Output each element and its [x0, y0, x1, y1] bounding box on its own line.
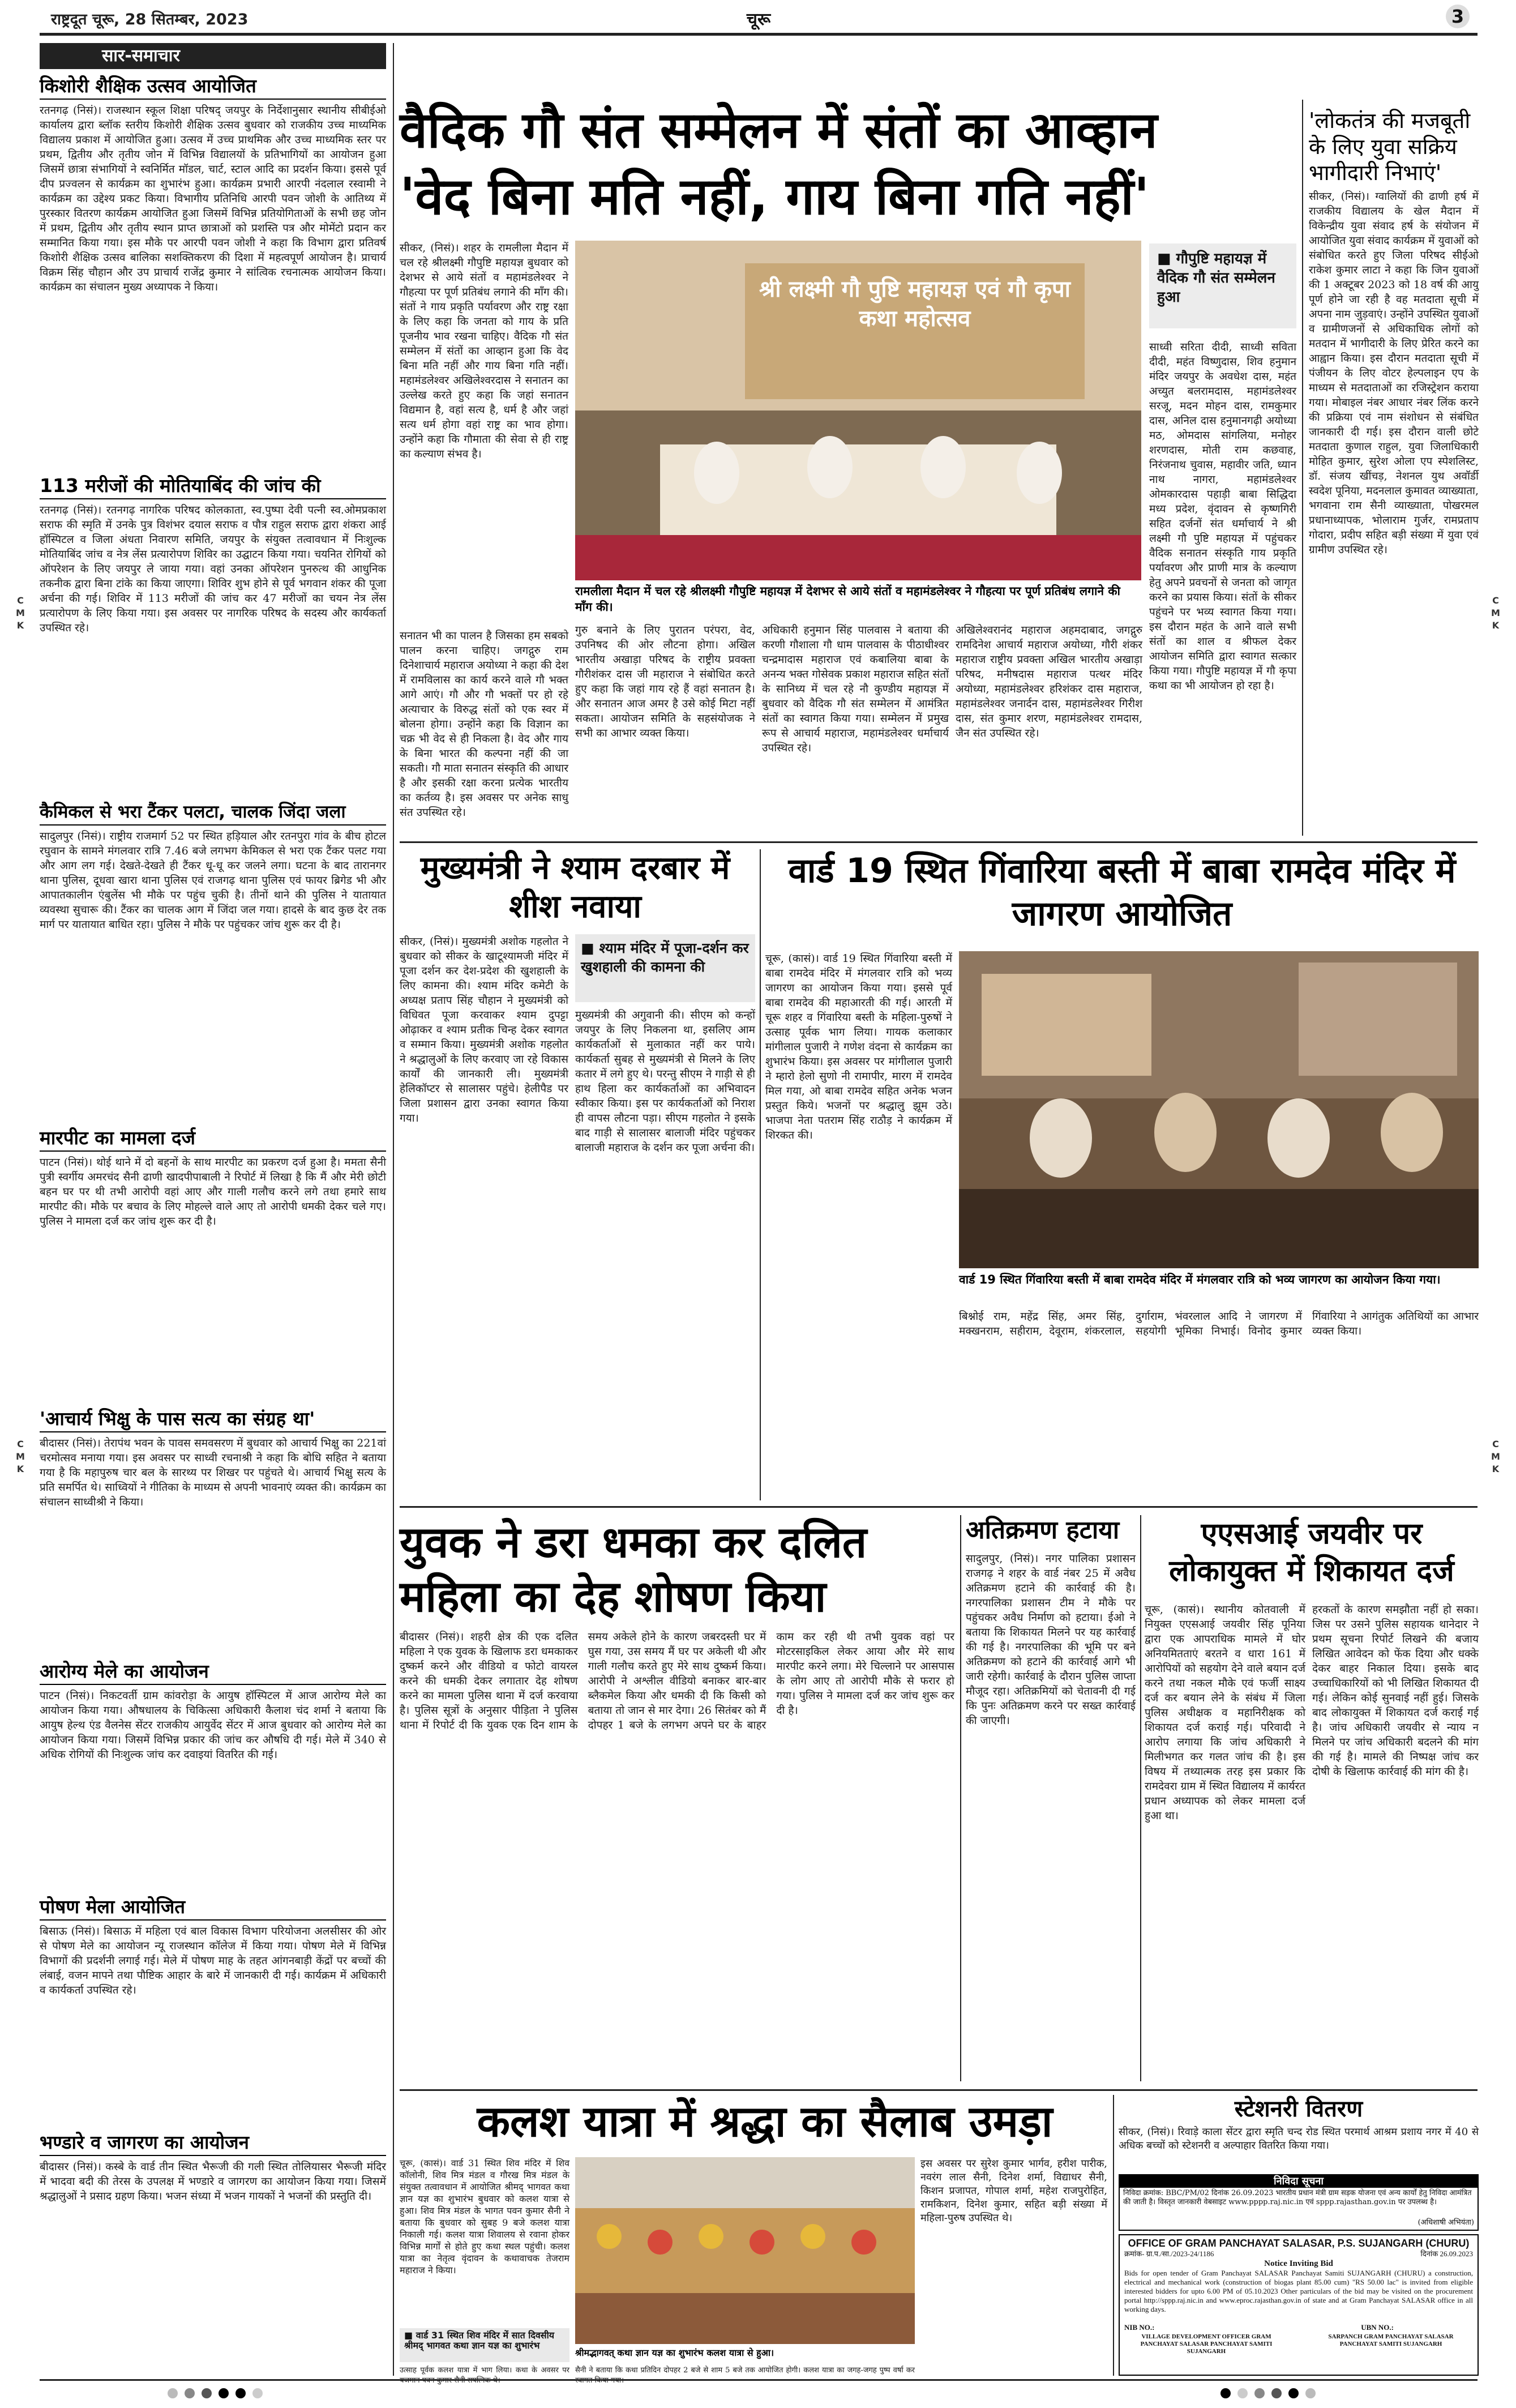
ward-photo-caption: वार्ड 19 स्थित गिंवारिया बस्ती में बाबा रामदेव मंदिर में मंगलवार रात्रि को भव्य जागरण का आयोजन किया गया।: [959, 1272, 1479, 1306]
main-photo-caption: रामलीला मैदान में चल रहे श्रीलक्ष्मी गौपुष्टि महायज्ञ में देशभर से आये संतों व महामंडलेश्वर ने गौहत्या पर पूर्ण प्रतिबंध लगाने की माँग की।: [575, 583, 1141, 617]
reg-dot: [1305, 2388, 1316, 2398]
notice-ref: क्रमांक- ग्रा.प./सा./2023-24/1186: [1124, 2249, 1214, 2258]
right-headline: 'लोकतंत्र की मजबूती के लिए युवा सक्रिय भागीदारी निभाएं': [1309, 108, 1471, 185]
story-title: कैमिकल से भरा टैंकर पलटा, चालक जिंदा जला: [40, 801, 386, 826]
column-divider: [1302, 100, 1303, 836]
tender-notice: [1119, 2174, 1479, 2231]
notice-ref-line: [1124, 2249, 1473, 2259]
notice-subtitle: Notice Inviting Bid: [1264, 2259, 1333, 2268]
kalash-bottom1: उत्साह पूर्वक कलश यात्रा में भाग लिया। कथा के अवसर पर: [400, 2366, 569, 2375]
cmk-mark-bottom-left: C M K: [16, 1439, 25, 1474]
reg-dot: [185, 2388, 195, 2398]
reg-dot: [219, 2388, 229, 2398]
encroach-headline: अतिक्रमण हटाया: [966, 1516, 1120, 1545]
reg-dot: [168, 2388, 178, 2398]
section-rule: [400, 841, 1478, 843]
story-body: बीदासर (निसं)। कस्बे के वार्ड तीन स्थित भैरूजी की गली स्थित तोलियासर भैरूजी मंदिर में भादवा बदी की तेरस के उपलक्ष में भण्डारे व जागरण का आयोजन किया गया। जिसमें श्रद्धालुओं ने प्रसाद ग्रहण किया। भजन संध्या में भजन गायकों ने भजनों की प्रस्तुति दी।: [40, 2161, 386, 2202]
bullet-icon: ■: [581, 940, 599, 956]
reg-dot: [1288, 2388, 1299, 2398]
cmk-mark-top-left: C M K: [16, 595, 25, 631]
main-kicker: वैदिक गौ संत सम्मेलन में संतों का आव्हान: [400, 101, 1158, 159]
story-title: किशोरी शैक्षिक उत्सव आयोजित: [40, 75, 386, 100]
dalit-body: बीदासर (निसं)। शहरी क्षेत्र की एक दलित महिला ने एक युवक के खिलाफ डरा धमकाकर दुष्कर्म करने और वीडियो व फोटो वायरल करने की धमकी देकर लगातार देह शोषण करने का मामला पुलिस थाना में दर्ज करवाया है। पुलिस सूत्रों के अनुसार पीड़िता ने पुलिस थाना में रिपोर्ट दी कि युवक एक दिन शाम के समय अकेले होने के कारण जबरदस्ती घर में घुस गया, उस समय मैं घर पर अकेली थी और गाली गलौच करते हुए मेरे साथ दुष्कर्म किया। आरोपी ने अश्लील वीडियो बनाकर बार-बार ब्लैकमेल किया और धमकी दी कि किसी को बताया तो जान से मार देगा। 26 सितंबर को मैं दोपहर 1 बजे के लगभग अपने घर के बाहर काम कर रही थी तभी युवक वहां पर मोटरसाइकिल लेकर आया और मेरे साथ मारपीट करने लगा। मेरे चिल्लाने पर आसपास के लोग आए तो आरोपी मौके से फरार हो गया। पुलिस ने मामला दर्ज कर जांच शुरू कर दी है।: [400, 1631, 954, 1731]
story-title: भण्डारे व जागरण का आयोजन: [40, 2131, 386, 2156]
cmk-mark-bottom-right: C M K: [1491, 1439, 1500, 1474]
column-divider: [393, 43, 394, 2376]
reg-dot: [252, 2388, 263, 2398]
signature-sarpanch: SARPANCH GRAM PANCHAYAT SALASAR PANCHAYAT SAMITI SUJANGARH: [1328, 2333, 1454, 2347]
reg-dot: [235, 2388, 246, 2398]
notice-numbers: [1124, 2323, 1473, 2332]
kalash-col-right: इस अवसर पर सुरेश कुमार भार्गव, हरीश पारीक, नवरंग लाल सैनी, दिनेश शर्मा, विद्याधर सैनी, किशन प्रजापत, गोपाल शर्मा, महेश राजपुरोहित, रामकिशन, दिनेश कुमार, सहित बड़ी संख्या में महिला-पुरुष उपस्थित थे।: [920, 2158, 1107, 2224]
main-col3: गुरु बनाने के लिए पुरातन परंपरा, वेद, उपनिषद की ओर लौटना होगा। अखिल भारतीय अखाड़ा परिषद के राष्ट्रीय प्रवक्ता गौरीशंकर दास जी महाराज ने संबोधित करते हुए कहा कि जहां गाय रहे हैं वहां सनातन है। और सनातन आज अमर है उसे कोई मिटा नहीं सकता। आयोजन समिति के सहसंयोजक ने सभी का आभार व्यक्त किया।: [575, 624, 755, 739]
reg-dot: [1254, 2388, 1265, 2398]
stationery-body: सीकर, (निसं)। रिवाड़े काला सेंटर द्वारा स्मृति चन्द रोड स्थित परमार्थ आश्रम प्रशाय नगर में 40 से अधिक बच्चों को स्टेशनरी व अल्पाहार वितरित किया गया।: [1119, 2126, 1479, 2152]
asi-col1: चूरू, (कासं)। स्थानीय कोतवाली में नियुक्त एएसआई जयवीर सिंह पूनिया द्वारा एक आपराधिक मामले में घोर अनियमितताएं बरतने व धारा 161 में आरोपियों को सहयोग देने वाले बयान दर्ज करने तथा नकल मौके एवं फर्जी साक्ष्य दर्ज कर बयान लेने के संबंध में जिला पुलिस अधीक्षक व महानिरीक्षक को शिकायत दर्ज कराई गई। परिवादी ने आरोप लगाया कि जांच अधिकारी ने मिलीभगत कर गलत जांच की है। इस विषय में तथ्यात्मक तरह इस प्रकार कि रामदेवरा ग्राम में स्थित विद्यालय में कार्यरत प्रधान अध्यापक को लेकर मामला दर्ज हुआ था।: [1145, 1603, 1305, 1822]
tender-notice-body: निविदा क्रमांक: BBC/PM/02 दिनांक 26.09.2023 भारतीय प्रधान मंत्री ग्राम सड़क योजना एवं अन्य कार्यों हेतु निविदा आमंत्रित की जाती है। विस्तृत जानकारी वेबसाइट www.pppp.raj.nic.in एवं sppp.rajasthan.gov.in पर उपलब्ध है।: [1123, 2189, 1472, 2206]
masthead-left: राष्ट्रदूत चूरू, 28 सितम्बर, 2023: [51, 11, 249, 28]
cm-headline: मुख्यमंत्री ने श्याम दरबार में शीश नवाया: [420, 850, 730, 925]
registration-dots-left: [164, 2387, 266, 2401]
section-label: सार-समाचार: [40, 43, 386, 69]
section-rule: [400, 2089, 1478, 2091]
reg-dot: [1271, 2388, 1282, 2398]
cm-col2: मुख्यमंत्री की अगुवानी की। सीएम को कन्हों जयपुर के लिए निकलना था, इसलिए आम कार्यकर्ताओं से मुलाकात नहीं कर पाये। कार्यकर्ता सुबह से मुख्यमंत्री से मिलने के लिए कतार में लगे हुए थे। परन्तु सीएम ने गाड़ी से ही हाथ हिला कर कार्यकर्ताओं का अभिवादन स्वीकार किया। इस पर कार्यकर्ताओं को निराश ही वापस लौटना पड़ा। सीएम गहलोत ने इसके बाद गाड़ी से सालासर बालाजी मंदिर पहुंचकर बालाजी महाराज के दर्शन कर पूजा अर्चना की।: [575, 1009, 755, 1154]
cm-box: ■ श्याम मंदिर में पूजा-दर्शन कर खुशहाली की कामना की: [575, 934, 755, 1002]
kalash-body: चूरू, (कासं)। वार्ड 31 स्थित शिव मंदिर में शिव कॉलोनी, शिव मित्र मंडल व गौरख मित्र मंडल के संयुक्त तत्वावधान में आयोजित श्रीमद् भागवत कथा ज्ञान यज्ञ का शुभारंभ बुधवार को कलश यात्रा से हुआ। शिव मित्र मंडल के भागत पवन कुमार सैनी ने बताया कि बुधवार को सुबह 9 बजे कलश यात्रा निकाली गई। कलश यात्रा शिवालय से रवाना होकर विभिन्न मार्गों से होते हुए कथा स्थल पहुंची। कलश यात्रा का नेतृत्व वृंदावन के कथावाचक तेजराम महाराज ने किया।: [400, 2158, 569, 2276]
story-body: रतनगढ़ (निसं)। रतनगढ़ नागरिक परिषद कोलकाता, स्व.पुष्पा देवी पत्नी स्व.ओमप्रकाश सराफ की स्मृति में उनके पुत्र विशंभर दयाल सराफ व पौत्र राहुल सराफ द्वारा शंकरा आई हॉस्पिटल व जिला अंधता निवारण समिति, जयपुर के संयुक्त तत्वावधान में निःशुल्क मोतियाबिंद जांच व नेत्र लेंस प्रत्यारोपण शिविर का उद्घाटन किया गया। चयनित रोगियों को ऑपरेशन के लिए जयपुर ले जाया गया। वहां उनका ऑपरेशन पुनरुत्थ की आधुनिक तकनीक द्वारा बिना टांके का किया जाएगा। शिविर शुभ होने से पूर्व भगवान शंकर की पूजा अर्चना की गई। शिविर में 113 मरीजों की जांच कर 47 मरीजों का चयन नेत्र लेंस प्रत्यारोपण के लिए किया गया। इस अवसर पर नागरिक परिषद के सदस्य और कार्यकर्ता उपस्थित रहे।: [40, 504, 386, 634]
kalash-box: ■ वार्ड 31 स्थित शिव मंदिर में सात दिवसीय श्रीमद् भागवत कथा ज्ञान यज्ञ का शुभारंभ: [400, 2328, 569, 2362]
signature-vdo: VILLAGE DEVELOPMENT OFFICER GRAM PANCHAYAT SALASAR PANCHAYAT SAMITI SUJANGARH: [1140, 2333, 1273, 2355]
registration-dots-right: [1217, 2387, 1319, 2401]
column-divider: [760, 849, 761, 1500]
notice-date: दिनांक 26.09.2023: [1420, 2249, 1473, 2258]
kalash-photo: [575, 2157, 915, 2344]
main-col1: सीकर, (निसं)। शहर के रामलीला मैदान में चल रहे श्रीलक्ष्मी गौपुष्टि महायज्ञ बुधवार को देशभर से आये संतों व महामंडलेश्वर ने गौहत्या पर पूर्ण प्रतिबंध लगाने की माँग की। संतों ने गाय प्रकृति पर्यावरण और राष्ट्र रक्षा के लिए कहा कि जनता को गाय के प्रति पूजनीय भाव रखना चाहिए। वैदिक गौ संत सम्मेलन में संतों का आव्हान हुआ कि वेद बिना मति नहीं और गाय बिना गति नहीं। महामंडलेश्वर अखिलेश्वरदास ने सनातन का उल्लेख करते हुए कहा कि जहां सनातन विद्यमान है, वहां सत्य है, धर्म है और जहां सत्य धर्म होगा वहां राष्ट्र का भाव होगा। उन्होंने कहा कि गौमाता की सेवा से ही राष्ट्र का कल्याण संभव है।: [400, 242, 568, 460]
column-divider: [1140, 1515, 1141, 2081]
main-col5: अखिलेश्वरानंद महाराज अहमदाबाद, जगद्गुरु रामदिनेश आचार्य महाराज अयोध्या, गौरी शंकर महाराज राष्ट्रीय प्रवक्ता अखिल भारतीय अखाड़ा परिषद, मनीषदास महाराज पत्थर मंदिर अयोध्या, महामंडलेश्वर हरिशंकर दास महाराज, महामंडलेश्वर जनार्दन दास, महामंडलेश्वर गिरीश दास, संत कुमार शरण, महामंडलेश्वर रामदास, जैन संत उपस्थित रहे।: [956, 624, 1142, 739]
story-body: बिसाऊ (निसं)। बिसाऊ में महिला एवं बाल विकास विभाग परियोजना अलसीसर की ओर से पोषण मेले का आयोजन न्यू राजस्थान कॉलेज में किया गया। पोषण मेले में विभिन्न विभागों की प्रदर्शनी लगाई गई। मेले में पोषण माह के तहत आंगनबाड़ी केंद्रों पर बच्चों की लंबाई, वजन मापने तथा पौष्टिक आहार के बारे में जानकारी दी गई। कार्यक्रम में अधिकारी व कार्यकर्ता उपस्थित रहे।: [40, 1925, 386, 1996]
footer-rule: [40, 2379, 1478, 2381]
section-rule: [400, 1506, 1478, 1508]
notice-text: Bids for open tender of Gram Panchayat SALASAR Panchayat Samiti SUJANGARH (CHURU) a construction, electrical and mechanical work (construction of biogas plant 85.00 cum) "RS 50.00 lac" is invited from eligible interested bidders for upto 6.00 PM of 05.10.2023 Other particulars of the bid may be visited on the procurement portal http://sppp.raj.nic.in and www.eproc.rajasthan.gov.in of state and at Gram Panchayat SALASAR office in all working days.: [1124, 2269, 1473, 2313]
page-number: 3: [1446, 5, 1470, 28]
asi-col2: हरकतों के कारण समझौता नहीं हो सका। जिस पर उसने पुलिस सहायक थानेदार ने प्रथम सूचना रिपोर्ट लिखने की बजाय लिखित आवेदन को फेंक दिया और धक्के देकर बाहर निकाल दिया। इसके बाद उच्चाधिकारियों को भी लिखित शिकायत दी गई। लेकिन कोई सुनवाई नहीं हुई। जिसके बाद लोकायुक्त में शिकायत दर्ज कराई गई है। जांच अधिकारी जयवीर से न्याय न मिलने पर जांच अधिकारी बदलने की मांग की गई है। मामले की निष्पक्ष जांच कर दोषी के खिलाफ कार्रवाई की मांग की है।: [1312, 1603, 1479, 1778]
reg-dot: [1220, 2388, 1231, 2398]
story-body: बीदासर (निसं)। तेरापंथ भवन के पावस समवसरण में बुधवार को आचार्य भिक्षु का 221वां चरमोत्सव मनाया गया। इस अवसर पर साध्वी रचनाश्री ने कहा कि बोधि सहित ने बताया गया है कि महापुरुष चार बल के सारथ्य पर शिखर पर पहुंचते थे। आचार्य भिक्षु सत्य के प्रति समर्पित थे। साध्वियों ने गीतिका के माध्यम से अपनी भावनाएं व्यक्त की। कार्यक्रम का संचालन साध्वीश्री ने किया।: [40, 1437, 386, 1508]
main-headline: 'वेद बिना मति नहीं, गाय बिना गति नहीं': [400, 167, 1150, 226]
right-body: सीकर, (निसं)। ग्वालियों की ढाणी हर्ष में राजकीय विद्यालय के खेल मैदान में विकेन्द्रीय युवा संवाद हर्ष के संयोजन में आयोजित युवा संवाद कार्यक्रम में युवाओं को संबोधित करते हुए जिला परिषद सीईओ राकेश कुमार लाटा ने कहा कि जिन युवाओं की 1 अक्टूबर 2023 को 18 वर्ष की आयु पूर्ण होने जा रही है वह मतदाता सूची में अपना नाम जुड़वाएं। उन्होंने उपस्थित युवाओं व ग्रामीणजनों से अधिकाधिक लोगों को मतदान में भागीदारी के लिए प्रेरित करने का आह्वान किया। इस दौरान मतदाता सूची में पंजीयन के लिए वोटर हेल्पलाइन एप के माध्यम से मतदाताओं का रजिस्ट्रेशन कराया गया। मोबाइल नंबर आधार नंबर लिंक करने की प्रक्रिया एवं नाम संशोधन से संबंधित जानकारी दी गई। इस दौरान वाली छोटे मतदाता कुणाल राहुल, युवा जिलाधिकारी मोहित कुमार, सुरेश ओला एप स्पेशलिस्ट, डॉ. संजय खींचड़, नेशनल युथ अवॉर्डी स्वदेश पूनिया, मदनलाल कुमावत व्याख्याता, भगवाना राम सैनी व्याख्याता, पोखरमल प्रधानाध्यापक, भोलाराम गुर्जर, रामप्रताप गोदारा, प्रदीप सहित बड़ी संख्या में युवा एवं ग्रामीण उपस्थित रहे।: [1309, 190, 1479, 556]
ubn-number: UBN NO.:: [1361, 2323, 1394, 2332]
notice-signatures: [1124, 2333, 1473, 2355]
ward-photo-image: [959, 951, 1479, 1268]
main-photo: [575, 241, 1141, 580]
story-title: आरोग्य मेले का आयोजन: [40, 1660, 386, 1685]
story-body: पाटन (निसं)। निकटवर्ती ग्राम कांवरोड़ा के आयुष हॉस्पिटल में आज आरोग्य मेले का आयोजन किया गया। औषधालय के चिकित्सा अधिकारी कैलाश चंद शर्मा ने बताया कि आयुष हेल्थ एंड वैलनेस सेंटर राजकीय आयुर्वेद सेंटर में आज बुधवार को आरोग्य मेले का आयोजन किया गया। जिसमें विभिन्न प्रकार की जांच कर औषधि दी गई। मेले में 340 से अधिक रोगियों की निःशुल्क जांच कर दवाइयां वितरित की गई।: [40, 1690, 386, 1761]
header-rule: [40, 33, 1478, 36]
notice-heading: OFFICE OF GRAM PANCHAYAT SALASAR, P.S. SUJANGARH (CHURU): [1128, 2238, 1470, 2249]
ward-col1: चूरू, (कासं)। वार्ड 19 स्थित गिंवारिया बस्ती में बाबा रामदेव मंदिर में मंगलवार रात्रि को भव्य जागरण का आयोजन किया गया। इससे पूर्व बाबा रामदेव की महाआरती की गई। आरती में चूरू शहर व गिंवारिया बस्ती के महिला-पुरुषों ने उत्साह पूर्वक भाग लिया। गायक कलाकार मांगीलाल पुजारी ने गणेश वंदना से कार्यक्रम का शुभारंभ किया। इस अवसर पर मांगीलाल पुजारी ने म्हारो हेलो सुणो नी रामापीर, मारग में रामदेव मिल गया, ओ बाबा रामदेव सहित अनेक भजन प्रस्तुत किये। भजनों पर श्रद्धालु झूम उठे। भाजपा नेता पतराम सिंह राठौड़ ने कार्यक्रम में शिरकत की।: [765, 952, 952, 1141]
bullet-icon: ■: [1157, 250, 1176, 267]
story-body: सादुलपुर (निसं)। राष्ट्रीय राजमार्ग 52 पर स्थित हड़ियाल और रतनपुरा गांव के बीच होटल रघुवान के सामने मंगलवार रात्रि 7.46 बजे लगभग केमिकल से भरा एक टैंकर पलट गया और आग लग गई। देखते-देखते ही टैंकर धू-धू कर जलने लगा। घटना के बाद तारानगर थाना पुलिस, दूधवा खारा थाना पुलिस एवं राजगढ़ थाना पुलिस एवं फायर ब्रिगेड भी और आपातकालीन एंबुलेंस भी मौके पर पहुंच चुकी है। तीनों थाने की पुलिस ने यातायात व्यवस्था सुचारू की। टैंकर का चालक आग में जिंदा जल गया। हादसे के बाद कुछ देर तक मार्ग पर यातायात बाधित रहा। पुलिस ने मौके पर पहुंचकर जांच शुरू कर दी है।: [40, 830, 386, 931]
story-body: पाटन (निसं)। थोई थाने में दो बहनों के साथ मारपीट का प्रकरण दर्ज हुआ है। ममता सैनी पुत्री स्वर्गीय अमरचंद सैनी ढाणी खादपीपाबाली ने रिपोर्ट में लिखा है कि मैं और मेरी छोटी बहन घर पर थी तभी आरोपी वहां आए और गाली गलौच करने लगे तथा हमारे साथ मारपीट की। मौके पर बचाव के लिए मोहल्ले वाले आए तो आरोपी धमकी देकर चले गए। पुलिस ने मामला दर्ज कर जांच शुरू कर दी है।: [40, 1156, 386, 1227]
reg-dot: [1237, 2388, 1248, 2398]
dalit-headline: युवक ने डरा धमका कर दलित महिला का देह शोषण किया: [400, 1517, 867, 1622]
kalash-photo-caption: श्रीमद्भागवत् कथा ज्ञान यज्ञ का शुभारंभ कलश यात्रा से हुआ।: [575, 2345, 915, 2362]
reg-dot: [202, 2388, 212, 2398]
tender-notice-title: निविदा सूचना: [1120, 2175, 1478, 2188]
column-divider: [1113, 2095, 1114, 2376]
stationery-headline: स्टेशनरी वितरण: [1234, 2096, 1363, 2122]
main-col2: सनातन भी का पालन है जिसका हम सबको पालन करना चाहिए। जगद्गुरु राम दिनेशाचार्य महाराज अयोध्या ने कहा की देश में रामविलास का कार्य करने वाले गौ भक्त आगे आएं। गौ और गौ भक्तों पर हो रहे अत्याचार के विरुद्ध संतों को एक स्वर में बोलना होगा। उन्होंने कहा कि विज्ञान का चक्र भी वेद से ही निकला है। वेद और गाय के बिना भारत की कल्पना नहीं की जा सकती। गौ माता सनातन संस्कृति की आधार है और इसकी रक्षा करना प्रत्येक भारतीय का कर्तव्य है। इस अवसर पर अनेक साधु संत उपस्थित रहे।: [400, 630, 568, 819]
left-column: [40, 43, 386, 2376]
ward-headline: वार्ड 19 स्थित गिंवारिया बस्ती में बाबा रामदेव मंदिर में जागरण आयोजित: [788, 851, 1456, 934]
story-title: 113 मरीजों की मोतियाबिंद की जांच की: [40, 474, 386, 499]
masthead-center: चूरू: [746, 10, 771, 29]
story-body: रतनगढ़ (निसं)। राजस्थान स्कूल शिक्षा परिषद् जयपुर के निर्देशानुसार स्थानीय सीबीईओ कार्यालय द्वारा ब्लॉक स्तरीय किशोरी शैक्षिक उत्सव बुधवार को राजकीय उच्च माध्यमिक विद्यालय प्रकाश में आयोजित हुआ। उत्सव में उच्च प्राथमिक और उच्च माध्यमिक स्तर पर प्रथम, द्वितीय और तृतीय जोन में विभिन्न विद्यालयों के प्रतिभागियों का आयोजन हुआ जिसमें छात्रा संभागियों ने स्वनिर्मित मॉडल, चार्ट, स्टाल आदि का प्रदर्शन किया। इससे पूर्व दीप प्रज्वलन से कार्यक्रम का शुभारंभ हुआ। कार्यक्रम प्रभारी आरपी नंदलाल रस्वामी ने कार्यक्रम का उद्देश्य प्रकट किया। विभागीय प्रतिनिधि आरपी पवन जोशी के आतिथ्य में पुरस्कार वितरण कार्यक्रम आयोजित हुआ जिसमें विभिन्न प्रतियोगिताओं के सभी छह जोन में प्रथम, द्वितीय और तृतीय स्थान प्राप्त छात्राओं को प्रशस्ति पत्र और मोमेंटो प्रदान कर सम्मानित किया गया। इस मौके पर आरपी पवन जोशी ने कहा कि विभाग द्वारा प्रतिवर्ष किशोरी शैक्षिक उत्सव बालिका सशक्तिकरण की दिशा में महत्वपूर्ण आयोजन है। प्राचार्य विक्रम सिंह चौहान और उप प्राचार्य राजेंद्र कुमार ने सांत्विक रचनात्मक आयोजन किया। कार्यक्रम का संचालन मुख्य अध्यापक ने किया।: [40, 104, 386, 293]
column-divider: [960, 1515, 961, 2081]
cmk-mark-top-right: C M K: [1491, 595, 1500, 631]
kalash-photo-image: [575, 2157, 915, 2344]
kalash-bottom2: सैनी ने बताया कि कथा प्रतिदिन दोपहर 2 बजे से शाम 5 बजे तक आयोजित होगी। कलश यात्रा का जगह-जगह पुष्प वर्षा कर: [575, 2366, 915, 2375]
bullet-icon: ■: [404, 2330, 416, 2341]
story-title: पोषण मेला आयोजित: [40, 1896, 386, 1921]
cm-col1: सीकर, (निसं)। मुख्यमंत्री अशोक गहलोत ने बुधवार को सीकर के खाटूश्यामजी मंदिर में पूजा दर्शन कर देश-प्रदेश की खुशहाली के लिए कामना की। श्याम मंदिर कमेटी के अध्यक्ष प्रताप सिंह चौहान ने मुख्यमंत्री को विधिवत पूजा करवाकर श्याम दुपट्टा ओढ़ाकर व श्याम प्रतीक चिन्ह देकर स्वागत व सम्मान किया। मुख्यमंत्री अशोक गहलोत ने श्रद्धालुओं के लिए करवाए जा रहे विकास कार्यों की जानकारी ली। मुख्यमंत्री हेलिकॉप्टर से सालासर पहुंचे। हेलीपैड पर जिला प्रशासन द्वारा उनका स्वागत किया गया।: [400, 935, 568, 1124]
story-title: 'आचार्य भिक्षु के पास सत्य का संग्रह था': [40, 1408, 386, 1432]
ward-bottom: बिश्नोई राम, महेंद्र सिंह, अमर सिंह, मक्खनराम, सहीराम, देवूराम, शंकरलाल, दुर्गाराम, भंवरलाल आदि ने जागरण में सहयोगी भूमिका निभाई। विनोद कुमार गिंवारिया ने आगंतुक अतिथियों का आभार व्यक्त किया।: [959, 1310, 1479, 1337]
main-col6: साध्वी सरिता दीदी, साध्वी सविता दीदी, महंत विष्णुदास, शिव हनुमान मंदिर जयपुर के अवधेश दास, महंत अच्युत बलरामदास, महामंडलेश्वर सरजू, मदन मोहन दास, रामकुमार दास, अनिल दास हनुमानगढ़ी अयोध्या मठ, ओमदास सांगलिया, मनोहर शरणदास, मोती राम कछवाह, निरंजनाथ चुवास, महावीर जति, ध्यान नाथ नागरा, महामंडलेश्वर ओमकारदास पहाड़ी बाबा सिद्धिदा मध्य प्रदेश, वृंदावन से कृष्णगिरी सहित दर्जनों संत धर्माचार्य ने श्री लक्ष्मी गौ पुष्टि महायज्ञ में पहुंचकर वैदिक सनातन संस्कृति गाय प्रकृति पर्यावरण और प्राणी मात्र के कल्याण हेतु अपने प्रवचनों से जनता को जागृत करने का प्रयास किया। संतों के सीकर पहुंचने पर भव्य स्वागत किया गया। इस दौरान महंत के आने वाले सभी संतों का शाल व श्रीफल देकर आयोजन समिति द्वारा स्वागत सत्कार किया गया। गौपुष्टि महायज्ञ में गौ कृपा कथा का भी आयोजन हो रहा है।: [1149, 341, 1296, 692]
encroach-body: सादुलपुर, (निसं)। नगर पालिका प्रशासन राजगढ़ ने शहर के वार्ड नंबर 25 में अवैध अतिक्रमण हटाने की कार्रवाई की है। नगरपालिका प्रशासन टीम ने मौके पर पहुंचकर अवैध निर्माण को हटाया। ईओ ने बताया कि शिकायत मिलने पर यह कार्रवाई की गई है। नगरपालिका की भूमि पर बने अतिक्रमण को हटाने की कार्रवाई आगे भी जारी रहेगी। कार्रवाई के दौरान पुलिस जाप्ता मौजूद रहा। अतिक्रमियों को चेतावनी दी गई कि पुनः अतिक्रमण करने पर सख्त कार्रवाई की जाएगी।: [966, 1552, 1136, 1727]
nib-number: NIB NO.:: [1124, 2323, 1155, 2332]
main-side-box: ■ गौपुष्टि महायज्ञ में वैदिक गौ संत सम्मेलन हुआ: [1149, 243, 1296, 328]
main-col4: अधिकारी हनुमान सिंह पालवास ने बताया की करणी गौशाला गौ धाम पालवास के पीठाधीश्वर चन्द्रमादास महाराज एवं कबालिया बाबा के अनन्य भक्त गोसेवक प्रकाश महाराज सहित संतों के सानिध्य में चल रहे नौ कुण्डीय महायज्ञ में बुधवार को वैदिक गौ संत सम्मेलन में आमंत्रित संतों का स्वागत किया गया। सम्मेलन में प्रमुख रूप से आचार्य महाराज, महामंडलेश्वर धर्माचार्य उपस्थित रहे।: [762, 624, 949, 754]
kalash-headline: कलश यात्रा में श्रद्धा का सैलाब उमड़ा: [477, 2096, 1053, 2146]
tender-notice-footer: (अधिशाषी अभियंता): [1417, 2218, 1474, 2227]
story-title: मारपीट का मामला दर्ज: [40, 1127, 386, 1152]
ward-photo: [959, 951, 1479, 1268]
photo-banner-text: श्री लक्ष्मी गौ पुष्टि महायज्ञ एवं गौ कृपा कथा महोत्सव: [759, 276, 1071, 332]
asi-headline: एएसआई जयवीर पर लोकायुक्त में शिकायत दर्ज: [1169, 1517, 1454, 1588]
gram-panchayat-notice: [1119, 2234, 1479, 2376]
